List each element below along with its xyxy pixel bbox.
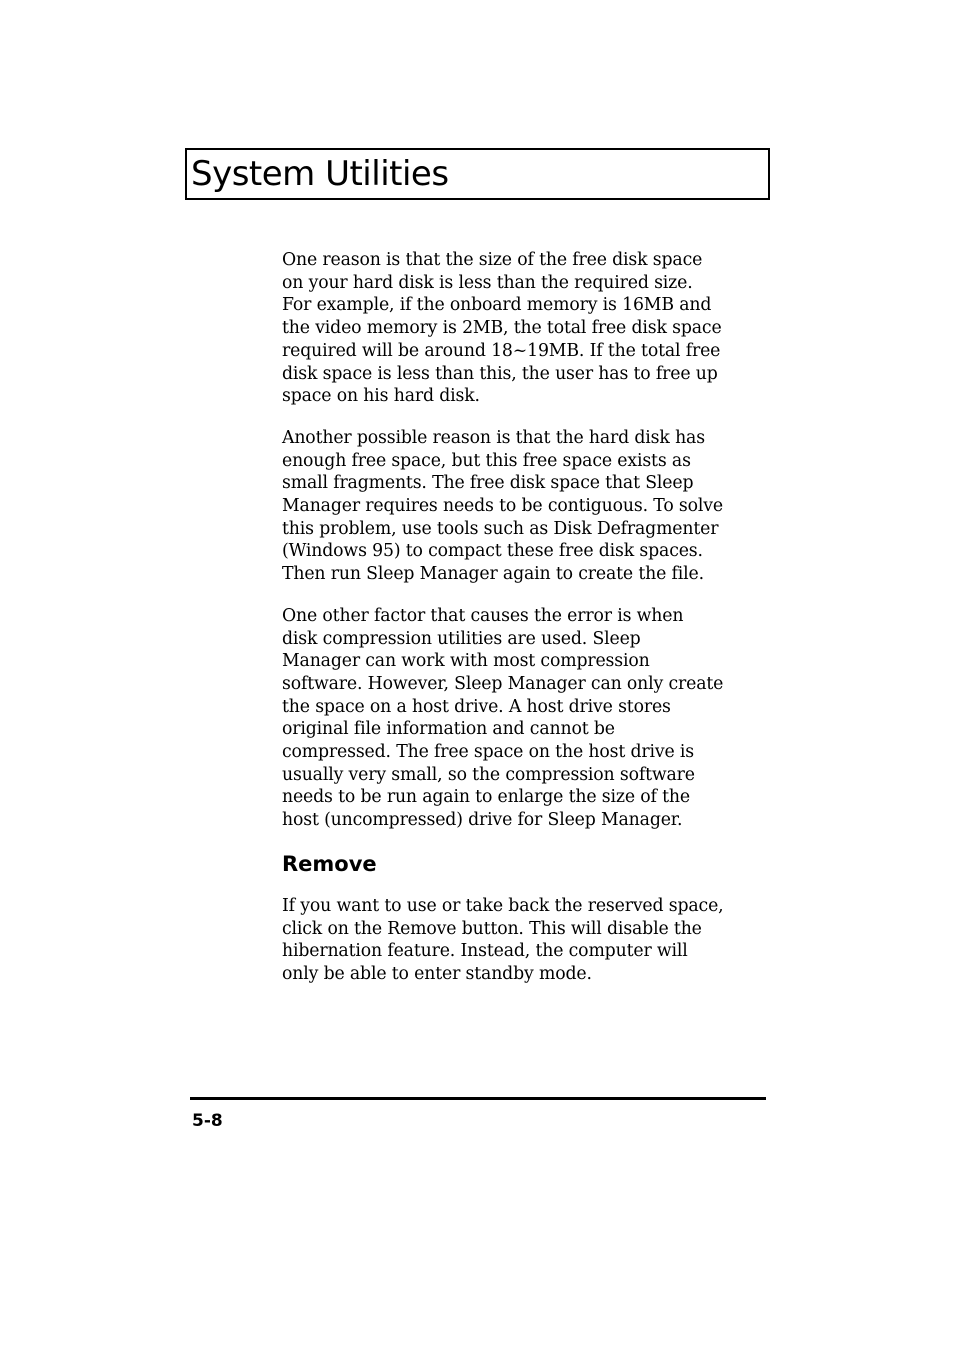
text-line: software. However, Sleep Manager can only create — [282, 673, 724, 694]
text-line: Another possible reason is that the hard disk has — [282, 427, 705, 448]
text-line: hibernation feature. Instead, the computer will — [282, 941, 688, 962]
paragraph-compression — [282, 605, 772, 832]
text-line: host (uncompressed) drive for Sleep Manager. — [282, 810, 683, 831]
text-line: For example, if the onboard memory is 16MB and — [282, 295, 712, 316]
paragraph-fragments — [282, 427, 772, 586]
text-line: needs to be run again to enlarge the size of the — [282, 787, 690, 808]
chapter-title-box — [185, 148, 770, 200]
text-line: Manager requires needs to be contiguous. To solve — [282, 496, 723, 517]
text-line: If you want to use or take back the reserved space, — [282, 895, 724, 916]
page-content — [282, 249, 772, 1005]
text-line: the space on a host drive. A host drive stores — [282, 696, 671, 717]
page-number: 5-8 — [192, 1111, 223, 1131]
text-line: compressed. The free space on the host drive is — [282, 742, 694, 763]
text-line: Then run Sleep Manager again to create the file. — [282, 564, 704, 585]
section-heading-remove: Remove — [282, 851, 377, 876]
text-line: enough free space, but this free space exists as — [282, 450, 691, 471]
text-line: original file information and cannot be — [282, 719, 615, 740]
text-line: Manager can work with most compression — [282, 651, 650, 672]
text-line: usually very small, so the compression software — [282, 764, 695, 785]
text-line: disk compression utilities are used. Sleep — [282, 628, 641, 649]
footer-divider — [190, 1097, 766, 1100]
chapter-title: System Utilities — [191, 154, 449, 194]
paragraph-remove — [282, 895, 772, 986]
text-line: on your hard disk is less than the required size. — [282, 272, 693, 293]
text-line: only be able to enter standby mode. — [282, 963, 592, 984]
text-line: space on his hard disk. — [282, 386, 480, 407]
text-line: small fragments. The free disk space that Sleep — [282, 473, 694, 494]
text-line: click on the Remove button. This will disable the — [282, 918, 702, 939]
text-line: One other factor that causes the error is when — [282, 605, 684, 626]
text-line: disk space is less than this, the user has to free up — [282, 363, 718, 384]
text-line: (Windows 95) to compact these free disk spaces. — [282, 541, 703, 562]
paragraph-free-space — [282, 249, 772, 408]
text-line: One reason is that the size of the free disk space — [282, 250, 703, 270]
text-line: required will be around 18~19MB. If the total free — [282, 340, 721, 361]
text-line: this problem, use tools such as Disk Defragmenter — [282, 518, 719, 539]
text-line: the video memory is 2MB, the total free disk space — [282, 318, 722, 339]
